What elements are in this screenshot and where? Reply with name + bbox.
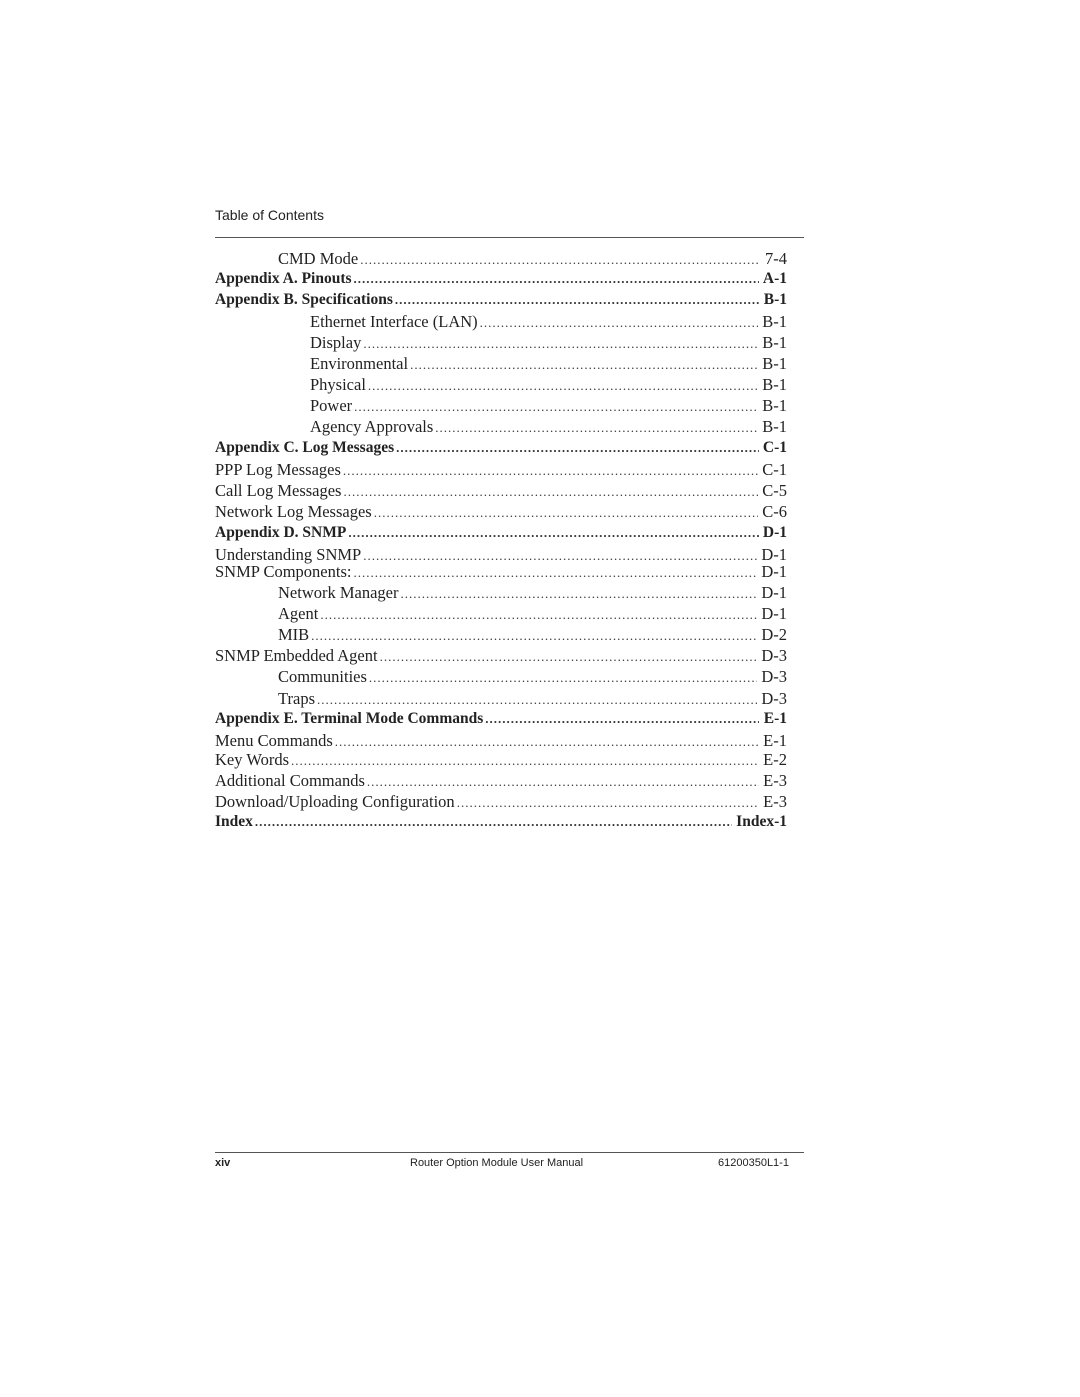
toc-entry[interactable] xyxy=(215,625,787,646)
toc-entry-label: Appendix D. SNMP xyxy=(215,524,347,541)
toc-dot-leader xyxy=(255,814,732,830)
toc-entry[interactable] xyxy=(215,481,787,502)
toc-dot-leader xyxy=(343,484,758,500)
toc-entry-label: Call Log Messages xyxy=(215,481,342,500)
toc-entry-page: D-1 xyxy=(762,524,787,541)
toc-dot-leader xyxy=(380,649,758,665)
toc-entry-label: PPP Log Messages xyxy=(215,460,341,479)
toc-entry-page: B-1 xyxy=(762,417,787,436)
toc-entry-label: SNMP Embedded Agent xyxy=(215,646,378,665)
footer-manual-title: Router Option Module User Manual xyxy=(410,1157,584,1169)
toc-entry-page: D-3 xyxy=(761,667,787,686)
toc-dot-leader xyxy=(343,463,758,479)
toc-dot-leader xyxy=(395,292,759,308)
toc-entry-page: 7-4 xyxy=(765,249,787,268)
toc-entry[interactable] xyxy=(215,460,787,481)
toc-entry[interactable] xyxy=(215,439,787,460)
footer-divider xyxy=(215,1152,804,1153)
toc-entry-page: D-1 xyxy=(761,562,787,581)
toc-dot-leader xyxy=(320,607,757,623)
toc-entry-page: D-3 xyxy=(761,646,787,665)
toc-entry[interactable] xyxy=(215,333,787,354)
toc-entry[interactable] xyxy=(215,524,787,545)
footer-page-number: xiv xyxy=(215,1157,231,1169)
toc-entry[interactable] xyxy=(215,750,787,771)
toc-entry-page: C-6 xyxy=(762,502,787,521)
toc-entry-label: Agent xyxy=(278,604,319,623)
toc-entry[interactable] xyxy=(215,771,787,792)
toc-entry-label: CMD Mode xyxy=(278,249,359,268)
toc-dot-leader xyxy=(354,399,758,415)
toc-entry[interactable] xyxy=(215,249,787,270)
toc-entry-page: B-1 xyxy=(762,333,787,352)
toc-dot-leader xyxy=(410,357,758,373)
toc-dot-leader xyxy=(363,336,758,352)
toc-entry[interactable] xyxy=(215,813,787,834)
toc-dot-leader xyxy=(317,692,757,708)
toc-entry-page: E-1 xyxy=(763,731,787,750)
toc-dot-leader xyxy=(354,271,759,287)
toc-entry-label: Network Manager xyxy=(278,583,399,602)
toc-dot-leader xyxy=(401,586,758,602)
toc-entry-label: Appendix B. Specifications xyxy=(215,291,393,308)
toc-entry-label: Environmental xyxy=(310,354,409,373)
toc-entry[interactable] xyxy=(215,502,787,523)
toc-dot-leader xyxy=(360,252,759,268)
toc-entry-page: B-1 xyxy=(763,291,787,308)
toc-entry-label: Index xyxy=(215,813,253,830)
toc-entry-page: B-1 xyxy=(762,354,787,373)
toc-entry[interactable] xyxy=(215,646,787,667)
toc-entry-page: E-2 xyxy=(763,750,787,769)
toc-entry[interactable] xyxy=(215,562,787,583)
toc-entry-page: D-2 xyxy=(761,625,787,644)
toc-dot-leader xyxy=(368,378,758,394)
toc-entry[interactable] xyxy=(215,312,787,333)
toc-entry[interactable] xyxy=(215,689,787,710)
footer-part-number: 61200350L1-1 xyxy=(718,1157,789,1169)
toc-entry-page: B-1 xyxy=(762,375,787,394)
toc-dot-leader xyxy=(396,440,759,456)
toc-entry-label: Ethernet Interface (LAN) xyxy=(310,312,478,331)
toc-entry-page: C-1 xyxy=(762,439,787,456)
toc-entry[interactable] xyxy=(215,583,787,604)
toc-entry-page: D-1 xyxy=(761,604,787,623)
toc-entry[interactable] xyxy=(215,270,787,291)
toc-entry[interactable] xyxy=(215,667,787,688)
toc-entry[interactable] xyxy=(215,710,787,731)
toc-entry-page: E-1 xyxy=(763,710,787,727)
toc-dot-leader xyxy=(369,670,757,686)
toc-dot-leader xyxy=(457,795,759,811)
toc-entry-label: Physical xyxy=(310,375,366,394)
toc-entry-label: SNMP Components: xyxy=(215,562,352,581)
toc-entry-page: D-1 xyxy=(761,545,787,564)
toc-entry-label: MIB xyxy=(278,625,310,644)
toc-entry-label: Traps xyxy=(278,689,315,708)
toc-entry-page: D-1 xyxy=(761,583,787,602)
toc-entry[interactable] xyxy=(215,291,787,312)
toc-entry-label: Key Words xyxy=(215,750,289,769)
toc-dot-leader xyxy=(480,315,759,331)
toc-dot-leader xyxy=(374,505,759,521)
toc-entry[interactable] xyxy=(215,417,787,438)
toc-dot-leader xyxy=(353,565,757,581)
page-header-title: Table of Contents xyxy=(215,207,324,223)
toc-entry-page: E-3 xyxy=(763,771,787,790)
toc-entry-page: E-3 xyxy=(763,792,787,811)
toc-entry-page: B-1 xyxy=(762,312,787,331)
toc-dot-leader xyxy=(435,420,758,436)
toc-entry-label: Appendix C. Log Messages xyxy=(215,439,395,456)
toc-entry-label: Network Log Messages xyxy=(215,502,372,521)
toc-entry[interactable] xyxy=(215,396,787,417)
toc-entry-label: Appendix E. Terminal Mode Commands xyxy=(215,710,484,727)
toc-entry[interactable] xyxy=(215,375,787,396)
toc-dot-leader xyxy=(367,774,759,790)
toc-dot-leader xyxy=(311,628,757,644)
toc-entry-label: Menu Commands xyxy=(215,731,333,750)
toc-entry-page: Index-1 xyxy=(736,813,787,830)
toc-dot-leader xyxy=(348,525,759,541)
toc-entry-label: Additional Commands xyxy=(215,771,365,790)
toc-entry[interactable] xyxy=(215,792,787,813)
toc-entry-label: Display xyxy=(310,333,362,352)
toc-entry-label: Appendix A. Pinouts xyxy=(215,270,352,287)
toc-dot-leader xyxy=(291,753,759,769)
toc-entry-label: Power xyxy=(310,396,353,415)
toc-entry[interactable] xyxy=(215,731,787,752)
toc-entry-page: C-5 xyxy=(762,481,787,500)
toc-entry-page: D-3 xyxy=(761,689,787,708)
toc-entry-label: Download/Uploading Configuration xyxy=(215,792,455,811)
toc-entry-page: C-1 xyxy=(762,460,787,479)
toc-dot-leader xyxy=(335,734,759,750)
toc-entry-page: A-1 xyxy=(762,270,787,287)
toc-dot-leader xyxy=(485,711,759,727)
toc-entry-page: B-1 xyxy=(762,396,787,415)
toc-entry-label: Communities xyxy=(278,667,367,686)
header-divider xyxy=(215,237,804,238)
toc-entry[interactable] xyxy=(215,354,787,375)
toc-entry[interactable] xyxy=(215,604,787,625)
toc-entry-label: Understanding SNMP xyxy=(215,545,362,564)
toc-entry-label: Agency Approvals xyxy=(310,417,434,436)
